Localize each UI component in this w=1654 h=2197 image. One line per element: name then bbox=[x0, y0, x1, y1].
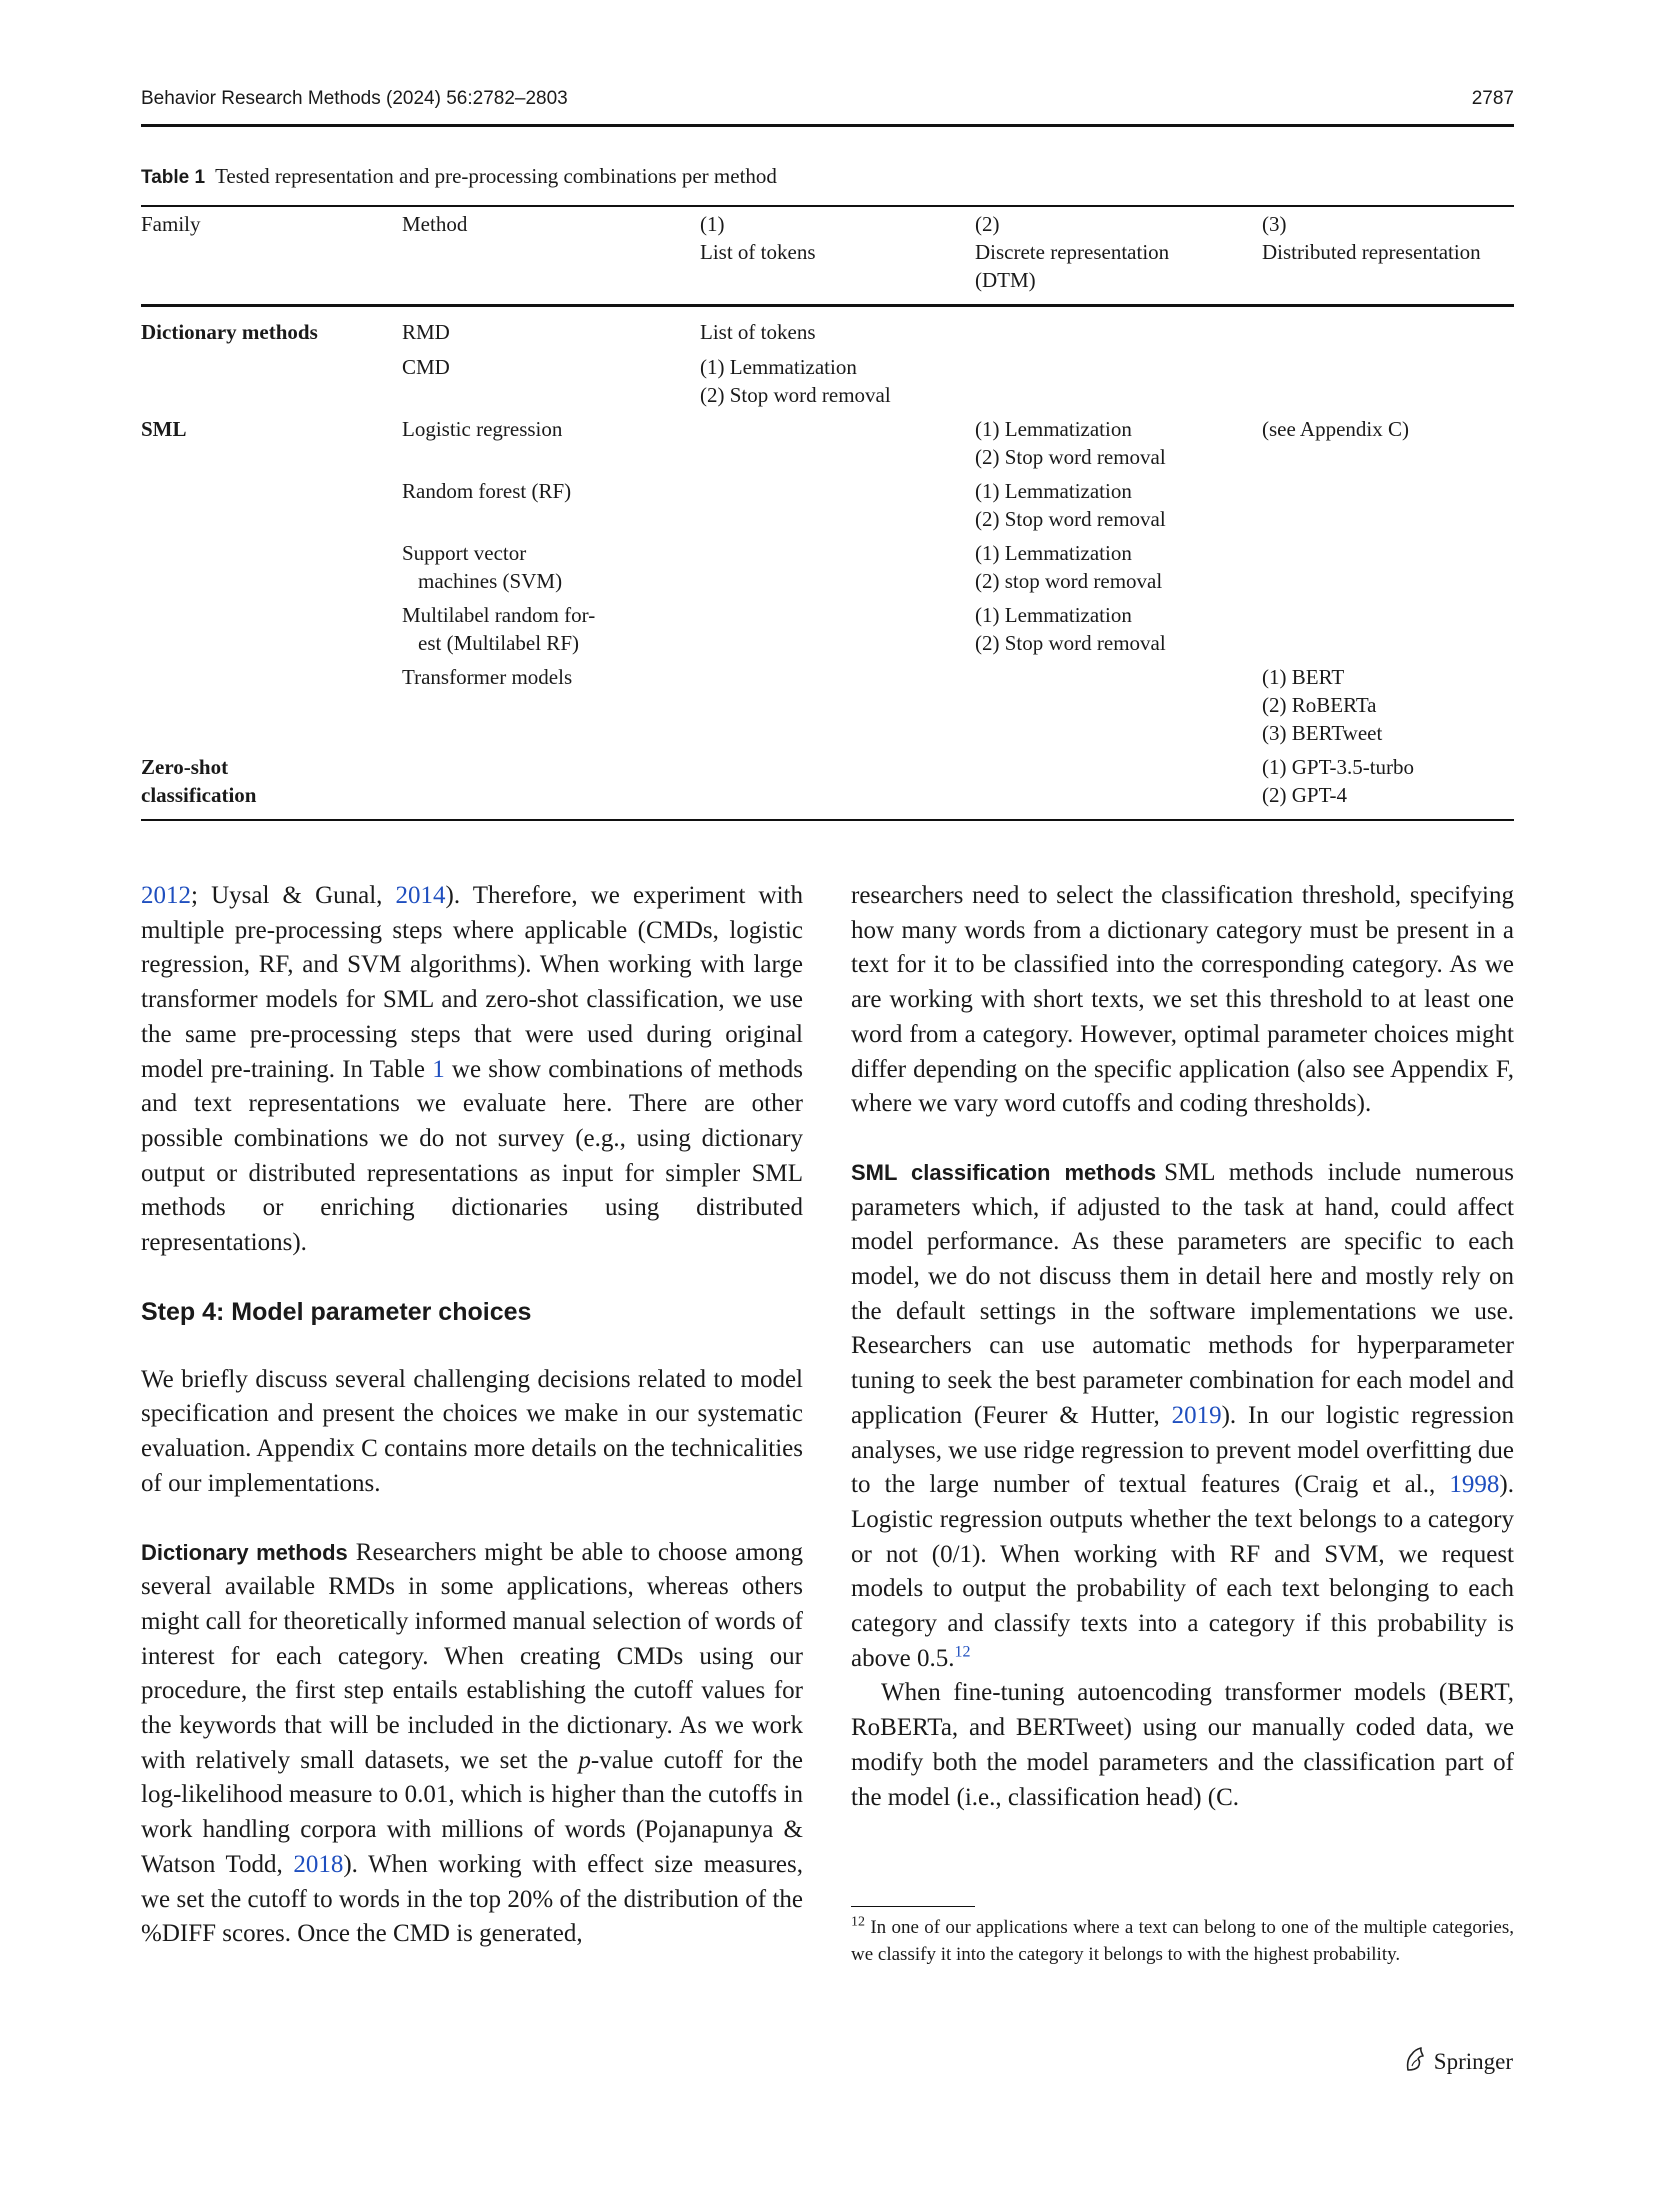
table-method-logreg: Logistic regression bbox=[402, 417, 563, 441]
right-paragraph-1: researchers need to select the classification threshold, specifying how many words from a dictionary category must be present in a text for it to be classified into the corresponding category. As we are working with short texts, we set this threshold to at least one word from a category. However, optimal parameter choices might differ depending on the specific application (also see Appendix F, where we vary word cutoffs and coding thresholds). bbox=[851, 882, 1514, 1118]
table-header-rule bbox=[141, 304, 1514, 307]
table-logreg-col2-line: (1) Lemmatization bbox=[975, 417, 1132, 441]
table-method-transformer: Transformer models bbox=[402, 665, 573, 689]
table-zeroshot-col3-line: (1) GPT-3.5-turbo bbox=[1262, 755, 1415, 779]
table-caption bbox=[141, 164, 777, 189]
table-header-col2-label-2: (DTM) bbox=[975, 268, 1036, 292]
table-cmd-col1-line: (2) Stop word removal bbox=[700, 383, 891, 407]
table-logreg-col3: (see Appendix C) bbox=[1262, 417, 1409, 441]
runin-heading: Dictionary methods bbox=[141, 1539, 348, 1565]
table-method-mlrf-line: Multilabel random for- bbox=[402, 603, 596, 627]
table-header-col3-label: Distributed representation bbox=[1262, 240, 1481, 264]
citation-link[interactable]: 2019 bbox=[1171, 1401, 1222, 1429]
left-text-column bbox=[141, 879, 803, 1952]
table-svm-col2 bbox=[975, 539, 1162, 595]
springer-horse-icon bbox=[1402, 2046, 1426, 2078]
table-family-zeroshot bbox=[141, 753, 257, 809]
table-rf-col2 bbox=[975, 477, 1166, 533]
publisher-name: Springer bbox=[1433, 2049, 1513, 2074]
paragraph-text: ). Logistic regression outputs whether the text belongs to a category or not (0/1). When working with RF and SVM, we request models to output the probability of each text belonging to each category and classify texts into a category if this probability is above 0.5. bbox=[851, 1471, 1514, 1672]
citation-link[interactable]: 2012 bbox=[141, 882, 191, 909]
table-transformer-col3-line: (1) BERT bbox=[1262, 665, 1345, 689]
table-method-rf: Random forest (RF) bbox=[402, 479, 572, 503]
table-header-family: Family bbox=[141, 212, 201, 236]
table-rmd-col1: List of tokens bbox=[700, 320, 816, 344]
paragraph-text: -value cutoff for the log-likelihood measure to 0.01, which is higher than the cutoffs in work handling corpora with millions of words (Pojanapunya & Watson Todd, bbox=[141, 1746, 803, 1878]
table-method-mlrf-line: est (Multilabel RF) bbox=[418, 631, 579, 655]
citation-link[interactable]: 1998 bbox=[1449, 1471, 1500, 1499]
table-method-cmd: CMD bbox=[402, 355, 450, 379]
table-cmd-col1 bbox=[700, 353, 891, 409]
table-svm-col2-line: (2) stop word removal bbox=[975, 569, 1163, 593]
table-method-mlrf bbox=[402, 601, 595, 657]
table-header-col1-num: (1) bbox=[700, 212, 725, 236]
journal-citation: Behavior Research Methods (2024) 56:2782–2803 bbox=[141, 88, 568, 109]
footnote-number: 12 bbox=[851, 1914, 865, 1930]
table-top-rule bbox=[141, 205, 1514, 207]
table-transformer-col3-line: (3) BERTweet bbox=[1262, 721, 1383, 745]
table-header-col2-num: (2) bbox=[975, 212, 1000, 236]
section-heading: Step 4: Model parameter choices bbox=[141, 1297, 532, 1326]
table-family-sml: SML bbox=[141, 417, 187, 441]
table-mlrf-col2 bbox=[975, 601, 1166, 657]
right-paragraph-2 bbox=[851, 1156, 1514, 1677]
table-family-dictionary: Dictionary methods bbox=[141, 320, 318, 344]
table-method-rmd: RMD bbox=[402, 320, 450, 344]
citation-link[interactable]: 2018 bbox=[293, 1850, 344, 1878]
italic-symbol: p bbox=[578, 1746, 591, 1774]
table-mlrf-col2-line: (2) Stop word removal bbox=[975, 631, 1166, 655]
table-bottom-rule bbox=[141, 819, 1514, 821]
paragraph-text: Researchers might be able to choose among several available RMDs in some applications, whereas others might call for theoretically informed manual selection of words of interest for each category. When creating CMDs using our procedure, the first step entails establishing the cutoff values for the keywords that will be included in the dictionary. As we work with relatively small datasets, we set the bbox=[141, 1538, 803, 1774]
table-link[interactable]: 1 bbox=[432, 1055, 445, 1083]
table-method-svm-line: Support vector bbox=[402, 541, 527, 565]
table-rf-col2-line: (1) Lemmatization bbox=[975, 479, 1132, 503]
running-header bbox=[141, 88, 1514, 127]
citation-link[interactable]: 2014 bbox=[395, 882, 446, 909]
paragraph-text: ; Uysal & Gunal, bbox=[191, 882, 396, 909]
paragraph-text: SML methods include numerous parameters which, if adjusted to the task at hand, could affect model performance. As these parameters are specific to each model, we do not discuss them in detail here and mostly rely on the default settings in the software implementations we use. Researchers can use automatic methods for hyperparameter tuning to seek the best parameter combination for each model and application (Feurer & Hutter, bbox=[851, 1158, 1514, 1429]
footnote-link[interactable]: 12 bbox=[954, 1643, 971, 1661]
page-number: 2787 bbox=[1471, 88, 1514, 109]
publisher-logo bbox=[1402, 2046, 1513, 2078]
table-zeroshot-col3 bbox=[1262, 753, 1414, 809]
table-method-svm bbox=[402, 539, 562, 595]
table-caption-text: Tested representation and pre-processing combinations per method bbox=[215, 164, 777, 188]
table-header-method: Method bbox=[402, 212, 468, 236]
table-logreg-col2 bbox=[975, 415, 1166, 471]
table-header-col3 bbox=[1262, 210, 1481, 266]
left-paragraph-2: We briefly discuss several challenging decisions related to model specification and present the choices we make in our systematic evaluation. Appendix C contains more details on the technicalities of our implementations. bbox=[141, 1365, 803, 1497]
table-transformer-col3 bbox=[1262, 663, 1382, 747]
table-transformer-col3-line: (2) RoBERTa bbox=[1262, 693, 1377, 717]
footnote-rule bbox=[851, 1906, 975, 1907]
paragraph-text: ). Therefore, we experiment with multiple pre-processing steps where applicable (CMDs, logistic regression, RF, and SVM algorithms). When working with large transformer models for SML and zero-shot classification, we use the same pre-processing steps that were used during original model pre-training. In Table bbox=[141, 882, 803, 1083]
table-header-col1-label: List of tokens bbox=[700, 240, 816, 264]
table-rf-col2-line: (2) Stop word removal bbox=[975, 507, 1166, 531]
table-mlrf-col2-line: (1) Lemmatization bbox=[975, 603, 1132, 627]
table-family-zeroshot-line: classification bbox=[141, 783, 257, 807]
right-text-column bbox=[851, 879, 1514, 1815]
right-paragraph-3: When fine-tuning autoencoding transformer models (BERT, RoBERTa, and BERTweet) using our manually coded data, we modify both the model parameters and the classification part of the model (i.e., classification head) (C. bbox=[851, 1679, 1514, 1811]
left-paragraph-1 bbox=[141, 879, 803, 1261]
table-header-col2 bbox=[975, 210, 1169, 294]
footnote bbox=[851, 1914, 1514, 1968]
table-method-svm-line: machines (SVM) bbox=[418, 569, 563, 593]
left-paragraph-3 bbox=[141, 1536, 803, 1952]
table-cmd-col1-line: (1) Lemmatization bbox=[700, 355, 857, 379]
table-logreg-col2-line: (2) Stop word removal bbox=[975, 445, 1166, 469]
table-svm-col2-line: (1) Lemmatization bbox=[975, 541, 1132, 565]
table-label: Table 1 bbox=[141, 167, 206, 188]
footnote-text: In one of our applications where a text can belong to one of the multiple categories, we classify it into the category it belongs to with the highest probability. bbox=[851, 1917, 1515, 1965]
table-header-col3-num: (3) bbox=[1262, 212, 1287, 236]
paragraph-text: we show combinations of methods and text representations we evaluate here. There are other possible combinations we do not survey (e.g., using dictionary output or distributed representations as input for simpler SML methods or enriching dictionaries using distributed representations). bbox=[141, 1055, 803, 1257]
table-family-zeroshot-line: Zero-shot bbox=[141, 755, 229, 779]
table-header-col1 bbox=[700, 210, 816, 266]
runin-heading: SML classification methods bbox=[851, 1159, 1157, 1185]
paragraph-text: ). In our logistic regression analyses, we use ridge regression to prevent model overfitting due to the large number of textual features (Craig et al., bbox=[851, 1401, 1514, 1499]
table-zeroshot-col3-line: (2) GPT-4 bbox=[1262, 783, 1347, 807]
table-header-col2-label: Discrete representation bbox=[975, 240, 1170, 264]
paragraph-text: ). When working with effect size measures, we set the cutoff to words in the top 20% of the distribution of the %DIFF scores. Once the CMD is generated, bbox=[141, 1850, 803, 1948]
